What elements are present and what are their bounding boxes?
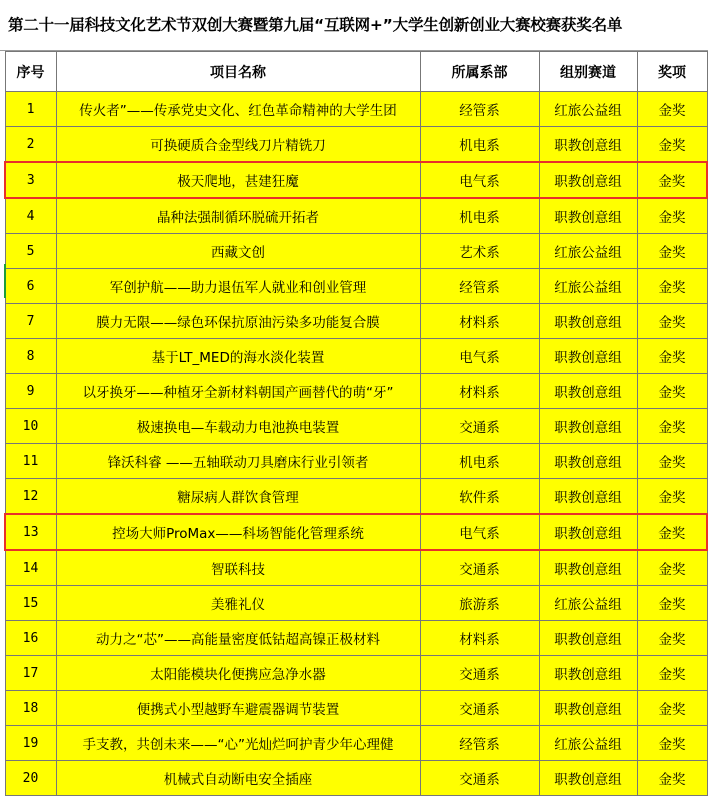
cell-award[interactable]: 金奖 [637, 269, 707, 304]
cell-group-track[interactable]: 职教创意组 [539, 127, 637, 163]
cell-group-track[interactable]: 职教创意组 [539, 339, 637, 374]
cell-project-name[interactable]: 太阳能模块化便携应急净水器 [56, 656, 420, 691]
cell-department[interactable]: 材料系 [420, 304, 539, 339]
header-project-name[interactable]: 项目名称 [56, 52, 420, 92]
cell-project-name[interactable]: 西藏文创 [56, 234, 420, 269]
table-row [5, 92, 707, 127]
cell-award[interactable]: 金奖 [637, 656, 707, 691]
table-row [5, 409, 707, 444]
cell-group-track[interactable]: 职教创意组 [539, 621, 637, 656]
cell-award[interactable]: 金奖 [637, 304, 707, 339]
cell-seq[interactable]: 5 [5, 234, 56, 269]
cell-project-name[interactable]: 糖尿病人群饮食管理 [56, 479, 420, 515]
cell-seq[interactable]: 17 [5, 656, 56, 691]
header-seq[interactable]: 序号 [5, 52, 56, 92]
cell-award[interactable]: 金奖 [637, 444, 707, 479]
cell-group-track[interactable]: 职教创意组 [539, 479, 637, 515]
cell-group-track[interactable]: 职教创意组 [539, 374, 637, 409]
cell-award[interactable]: 金奖 [637, 726, 707, 761]
cell-department[interactable]: 机电系 [420, 127, 539, 163]
cell-project-name[interactable]: 手支教，共创未来——“心”光灿烂呵护青少年心理健 [56, 726, 420, 761]
cell-project-name[interactable]: 动力之“芯”——高能量密度低钴超高镍正极材料 [56, 621, 420, 656]
cell-seq[interactable]: 14 [5, 550, 56, 586]
cell-department[interactable]: 机电系 [420, 198, 539, 234]
cell-seq[interactable]: 1 [5, 92, 56, 127]
cell-award[interactable]: 金奖 [637, 621, 707, 656]
cell-award[interactable]: 金奖 [637, 691, 707, 726]
cell-project-name[interactable]: 机械式自动断电安全插座 [56, 761, 420, 796]
cell-department[interactable]: 交通系 [420, 409, 539, 444]
cell-award[interactable]: 金奖 [637, 234, 707, 269]
cell-group-track[interactable]: 职教创意组 [539, 691, 637, 726]
cell-award[interactable]: 金奖 [637, 374, 707, 409]
cell-group-track[interactable]: 职教创意组 [539, 162, 637, 198]
cell-seq[interactable]: 18 [5, 691, 56, 726]
cell-group-track[interactable]: 职教创意组 [539, 514, 637, 550]
table-row [5, 621, 707, 656]
table-row [5, 198, 707, 234]
cell-group-track[interactable]: 职教创意组 [539, 761, 637, 796]
cell-department[interactable]: 旅游系 [420, 586, 539, 621]
cell-group-track[interactable]: 职教创意组 [539, 409, 637, 444]
cell-department[interactable]: 交通系 [420, 550, 539, 586]
cell-seq[interactable]: 16 [5, 621, 56, 656]
cell-project-name[interactable]: 可换硬质合金型线刀片精铣刀 [56, 127, 420, 163]
row-6-marker [4, 264, 6, 298]
cell-seq[interactable]: 19 [5, 726, 56, 761]
cell-project-name[interactable]: 以牙换牙——种植牙全新材料朝国产画替代的萌“牙” [56, 374, 420, 409]
cell-award[interactable]: 金奖 [637, 586, 707, 621]
cell-group-track[interactable]: 职教创意组 [539, 550, 637, 586]
cell-group-track[interactable]: 职教创意组 [539, 444, 637, 479]
cell-department[interactable]: 电气系 [420, 339, 539, 374]
cell-project-name[interactable]: 控场大师ProMax——科场智能化管理系统 [56, 514, 420, 550]
table-row [5, 304, 707, 339]
table-row [5, 656, 707, 691]
table-row [5, 234, 707, 269]
cell-department[interactable]: 材料系 [420, 621, 539, 656]
table-row [5, 162, 707, 198]
header-row [5, 52, 707, 92]
cell-department[interactable]: 经管系 [420, 269, 539, 304]
cell-department[interactable]: 电气系 [420, 514, 539, 550]
table-row [5, 726, 707, 761]
table-row [5, 479, 707, 515]
cell-group-track[interactable]: 红旅公益组 [539, 269, 637, 304]
cell-department[interactable]: 交通系 [420, 691, 539, 726]
cell-seq[interactable]: 6 [5, 269, 56, 304]
table-row [5, 586, 707, 621]
cell-award[interactable]: 金奖 [637, 550, 707, 586]
table-row [5, 550, 707, 586]
cell-award[interactable]: 金奖 [637, 514, 707, 550]
cell-award[interactable]: 金奖 [637, 162, 707, 198]
cell-seq[interactable]: 11 [5, 444, 56, 479]
cell-group-track[interactable]: 红旅公益组 [539, 726, 637, 761]
table-row [5, 761, 707, 796]
cell-group-track[interactable]: 职教创意组 [539, 198, 637, 234]
award-table [4, 51, 708, 796]
cell-department[interactable]: 交通系 [420, 761, 539, 796]
cell-group-track[interactable]: 职教创意组 [539, 304, 637, 339]
cell-group-track[interactable]: 红旅公益组 [539, 92, 637, 127]
cell-seq[interactable]: 9 [5, 374, 56, 409]
cell-group-track[interactable]: 职教创意组 [539, 656, 637, 691]
cell-project-name[interactable]: 极天爬地，甚建狂魔 [56, 162, 420, 198]
cell-seq[interactable]: 7 [5, 304, 56, 339]
cell-project-name[interactable]: 智联科技 [56, 550, 420, 586]
cell-project-name[interactable]: 膜力无限——绿色环保抗原油污染多功能复合膜 [56, 304, 420, 339]
cell-department[interactable]: 经管系 [420, 92, 539, 127]
cell-seq[interactable]: 3 [5, 162, 56, 198]
cell-department[interactable]: 机电系 [420, 444, 539, 479]
cell-department[interactable]: 材料系 [420, 374, 539, 409]
cell-award[interactable]: 金奖 [637, 479, 707, 515]
cell-award[interactable]: 金奖 [637, 127, 707, 163]
table-row [5, 514, 707, 550]
table-row [5, 374, 707, 409]
cell-seq[interactable]: 2 [5, 127, 56, 163]
cell-award[interactable]: 金奖 [637, 761, 707, 796]
cell-group-track[interactable]: 红旅公益组 [539, 234, 637, 269]
cell-project-name[interactable]: 便携式小型越野车避震器调节装置 [56, 691, 420, 726]
cell-group-track[interactable]: 红旅公益组 [539, 586, 637, 621]
table-row [5, 269, 707, 304]
cell-department[interactable]: 交通系 [420, 656, 539, 691]
cell-department[interactable]: 经管系 [420, 726, 539, 761]
cell-seq[interactable]: 12 [5, 479, 56, 515]
cell-award[interactable]: 金奖 [637, 339, 707, 374]
cell-seq[interactable]: 13 [5, 514, 56, 550]
table-row [5, 444, 707, 479]
cell-award[interactable]: 金奖 [637, 92, 707, 127]
table-row [5, 339, 707, 374]
cell-seq[interactable]: 15 [5, 586, 56, 621]
cell-project-name[interactable]: 军创护航——助力退伍军人就业和创业管理 [56, 269, 420, 304]
cell-seq[interactable]: 20 [5, 761, 56, 796]
cell-award[interactable]: 金奖 [637, 198, 707, 234]
cell-seq[interactable]: 4 [5, 198, 56, 234]
header-award[interactable]: 奖项 [637, 52, 707, 92]
cell-project-name[interactable]: 基于LT_MED的海水淡化装置 [56, 339, 420, 374]
sheet-title[interactable]: 第二十一届科技文化艺术节双创大赛暨第九届“互联网+”大学生创新创业大赛校赛获奖名单 [0, 0, 708, 51]
cell-project-name[interactable]: 极速换电—车载动力电池换电装置 [56, 409, 420, 444]
cell-award[interactable]: 金奖 [637, 409, 707, 444]
cell-project-name[interactable]: 锋沃科睿 ——五轴联动刀具磨床行业引领者 [56, 444, 420, 479]
table-body [5, 92, 707, 796]
cell-seq[interactable]: 10 [5, 409, 56, 444]
cell-department[interactable]: 艺术系 [420, 234, 539, 269]
header-group-track[interactable]: 组别赛道 [539, 52, 637, 92]
cell-seq[interactable]: 8 [5, 339, 56, 374]
table-row [5, 691, 707, 726]
cell-project-name[interactable]: 晶种法强制循环脱硫开拓者 [56, 198, 420, 234]
header-department[interactable]: 所属系部 [420, 52, 539, 92]
cell-department[interactable]: 电气系 [420, 162, 539, 198]
cell-department[interactable]: 软件系 [420, 479, 539, 515]
cell-project-name[interactable]: 传火者”——传承党史文化、红色革命精神的大学生团 [56, 92, 420, 127]
cell-project-name[interactable]: 美雅礼仪 [56, 586, 420, 621]
table-row [5, 127, 707, 163]
